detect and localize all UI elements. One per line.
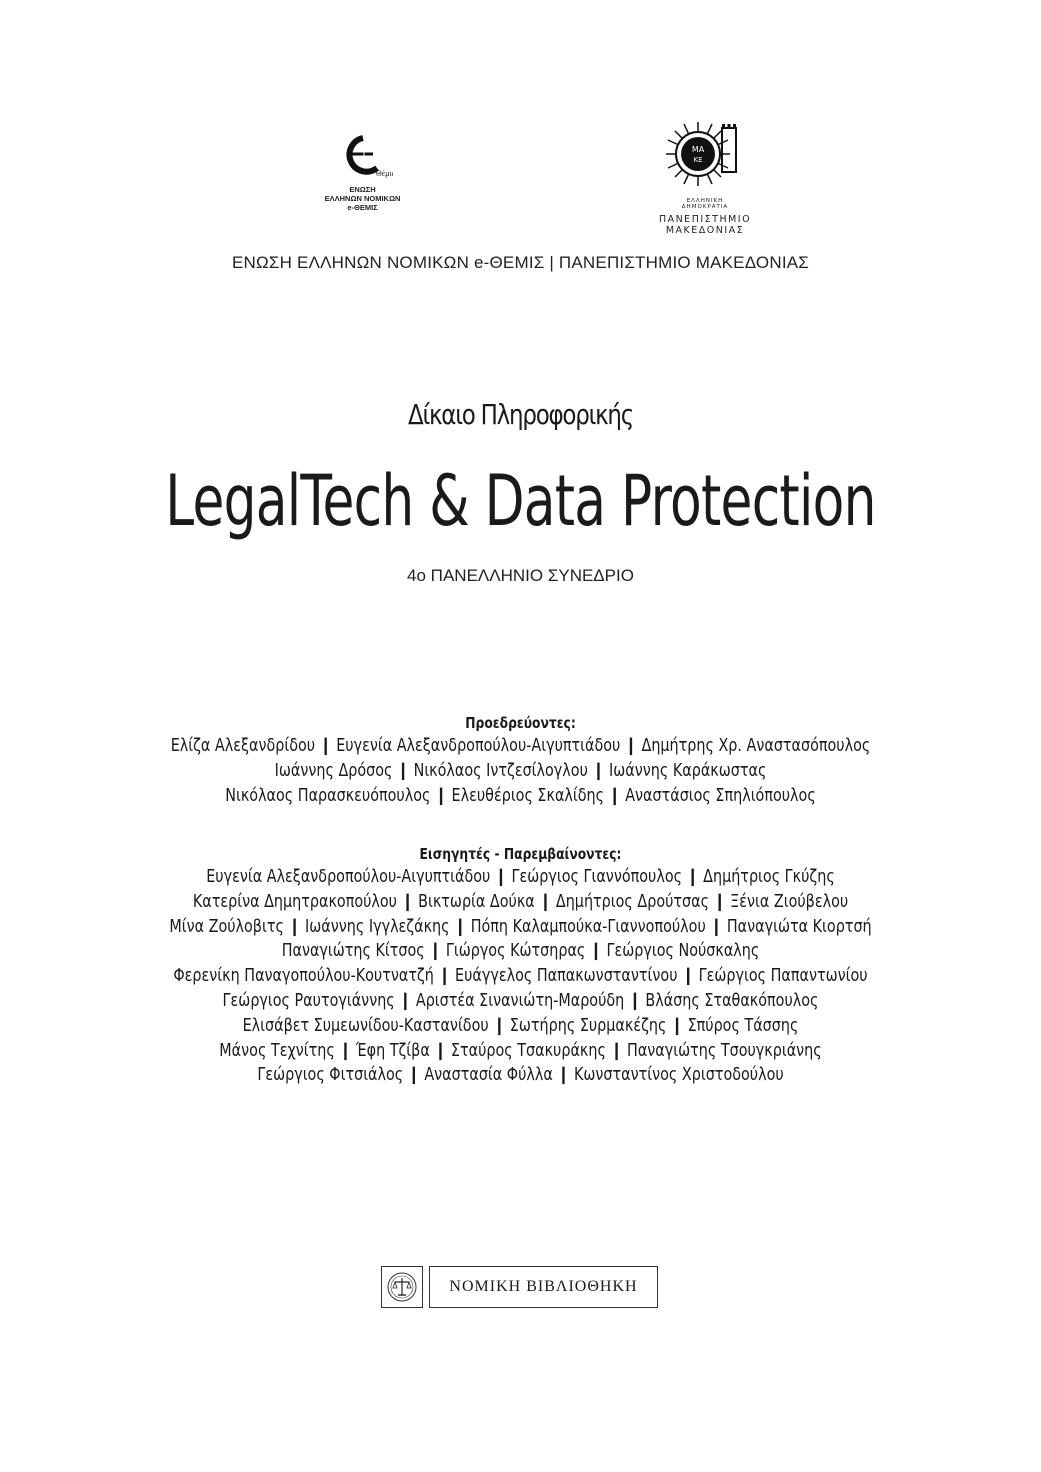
chairs-line: Ελίζα Αλεξανδρίδου ❙ Ευγενία Αλεξανδροπούλου-Αιγυπτιάδου ❙ Δημήτρης Χρ. Αναστασόπουλος <box>170 736 871 756</box>
publisher-mark <box>381 1266 658 1308</box>
scales-of-justice-icon <box>386 1271 418 1303</box>
chairs-heading: Προεδρεύοντες: <box>465 714 576 732</box>
speakers-line: Φερενίκη Παναγοπούλου-Κουτνατζή ❙ Ευάγγελος Παπακωνσταντίνου ❙ Γεώργιος Παπαντωνίου <box>173 966 868 987</box>
speakers-section <box>0 843 1041 1088</box>
speakers-line: Ελισάβετ Συμεωνίδου-Καστανίδου ❙ Σωτήρης Συρμακέζης ❙ Σπύρος Τάσσης <box>242 1015 799 1036</box>
svg-text:ΚΕ: ΚΕ <box>693 156 703 164</box>
speakers-line: Μίνα Ζούλοβιτς ❙ Ιωάννης Ιγγλεζάκης ❙ Πόπη Καλαμπούκα-Γιαννοπούλου ❙ Παναγιώτα Κιορτσή <box>169 916 872 937</box>
university-of-macedonia-logo <box>640 118 770 236</box>
e-themis-caption: ΕΝΩΣΗ ΕΛΛΗΝΩΝ ΝΟΜΙΚΩΝ e-ΘΕΜΙΣ <box>324 185 401 212</box>
publisher-name: ΝΟΜΙΚΗ ΒΙΒΛΙΟΘΗΚΗ <box>429 1266 658 1308</box>
chairs-line: Νικόλαος Παρασκευόπουλος ❙ Ελευθέριος Σκαλίδης ❙ Αναστάσιος Σπηλιόπουλος <box>225 785 816 806</box>
speakers-line: Ευγενία Αλεξανδροπούλου-Αιγυπτιάδου ❙ Γεώργιος Γιαννόπουλος ❙ Δημήτριος Γκύζης <box>206 867 835 887</box>
speakers-line: Γεώργιος Φιτσιάλος ❙ Αναστασία Φύλλα ❙ Κωνσταντίνος Χριστοδούλου <box>257 1065 784 1086</box>
svg-text:ΜΑ: ΜΑ <box>691 145 705 154</box>
speakers-line: Γεώργιος Ραυτογιάννης ❙ Αριστέα Σινανιώτη-Μαρούδη ❙ Βλάσης Σταθακόπουλος <box>222 990 819 1011</box>
university-caption: ΠΑΝΕΠΙΣΤΗΜΙΟ ΜΑΚΕΔΟΝΙΑΣ <box>658 214 752 236</box>
chairs-section <box>0 712 1041 808</box>
book-subtitle: Δίκαιο Πληροφορικής <box>407 398 634 431</box>
chairs-line: Ιωάννης Δρόσος ❙ Νικόλαος Ιντζεσίλογλου ❙ Ιωάννης Καράκωστας <box>274 760 767 781</box>
e-themis-logo <box>300 132 425 212</box>
speakers-line: Κατερίνα Δημητρακοπούλου ❙ Βικτωρία Δούκα ❙ Δημήτριος Δρούτσας ❙ Ξένια Ζιούβελου <box>192 891 849 912</box>
speakers-line: Μάνος Τεχνίτης ❙ Έφη Τζίβα ❙ Σταύρος Τσακυράκης ❙ Παναγιώτης Τσουγκριάνης <box>219 1040 822 1061</box>
organizers-line: ΕΝΩΣΗ ΕΛΛΗΝΩΝ ΝΟΜΙΚΩΝ e-ΘΕΜΙΣ | ΠΑΝΕΠΙΣΤΗΜΙΟ ΜΑΚΕΔΟΝΙΑΣ <box>232 253 809 272</box>
speakers-line: Παναγιώτης Κίτσος ❙ Γιώργος Κώτσηρας ❙ Γεώργιος Νούσκαλης <box>281 941 760 962</box>
publisher-icon-box <box>381 1266 423 1308</box>
e-themis-emblem-icon <box>333 132 393 178</box>
university-seal-icon <box>664 118 746 192</box>
book-title: LegalTech & Data Protection <box>165 460 876 542</box>
republic-caption: ΕΛΛΗΝΙΚΗ ΔΗΜΟΚΡΑΤΙΑ <box>681 198 729 210</box>
speakers-heading: Εισηγητές - Παρεμβαίνοντες: <box>419 845 622 863</box>
emblem-label: Θέμις <box>375 169 393 178</box>
conference-label: 4ο ΠΑΝΕΛΛΗΝΙΟ ΣΥΝΕΔΡΙΟ <box>407 566 634 585</box>
